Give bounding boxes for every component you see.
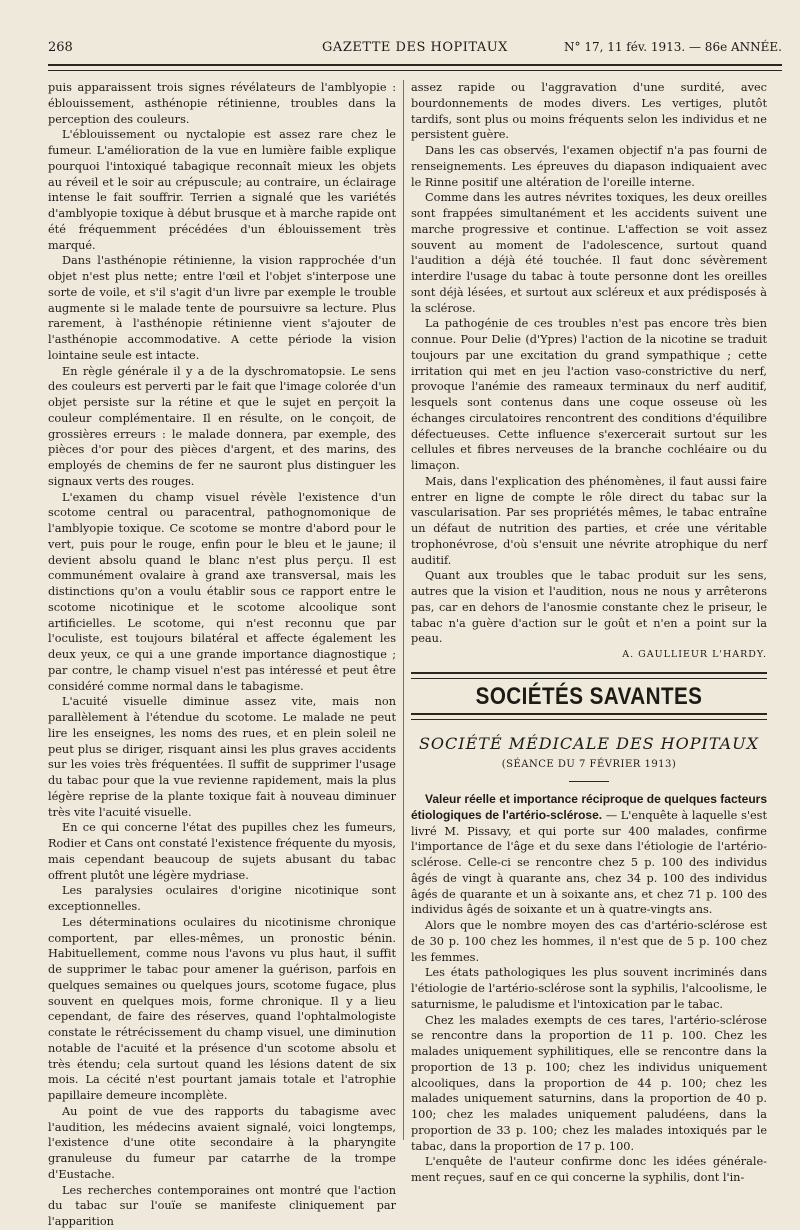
paragraph: La pathogénie de ces troubles n'est pas encore très bien connue. Pour Delie (d'Ypres) l'action de la nicotine se traduit toujours par une excitation du grand sympathique ; cette irritation qui met en jeu l'action vaso-constrictive du nerf, provoque l'anémie des rameaux terminaux du nerf auditif, lesquels sont contenus dans une coque osseuse où les échanges circulatoires rencontrent des conditions d'équilibre défectueuses. Cette influence s'exercerait surtout sur les cellules et fibres nerveuses de la branche cochléaire ou du limaçon.: [411, 317, 767, 472]
page-header: [48, 40, 782, 62]
paragraph: L'enquête de l'auteur confirme donc les idées générale-ment reçues, sauf en ce qui concerne la syphilis, dont l'in-: [411, 1155, 767, 1184]
paragraph: assez rapide ou l'aggravation d'une surdité, avec bourdonnements de modes divers. Les vertiges, plutôt tardifs, sont plus ou moins fréquents selon les individus et ne persistent guère.: [411, 81, 767, 142]
header-rule: [48, 64, 782, 71]
paragraph: Chez les malades exempts de ces tares, l'artério-sclérose se rencontre dans la proportion de 11 p. 100. Chez les malades uniquement syphilitiques, elle se rencontre dans la proportion de 13 p. 100; chez les individus uniquement alcooliques, dans la proportion de 44 p. 100; chez les malades uniquement saturnins, dans la proportion de 40 p. 100; chez les malades uniquement paludéens, dans la proportion de 33 p. 100; chez les malades intoxiqués par le tabac, dans la proportion de 17 p. 100.: [411, 1013, 767, 1153]
section-rule: [411, 672, 767, 679]
left-column: [48, 80, 396, 1230]
paragraph: Alors que le nombre moyen des cas d'artério-sclérose est de 30 p. 100 chez les hommes, il n'est que de 5 p. 100 chez les femmes.: [411, 919, 767, 964]
issue-info: N° 17, 11 fév. 1913. — 86e ANNÉE.: [564, 40, 782, 54]
paragraph: Les déterminations oculaires du nicotinisme chronique comportent, par elles-mêmes, un pronostic bénin. Habituellement, comme nous l'avons vu plus haut, il suffit de supprimer le tabac pour amener la guérison, parfois en quelques semaines ou quelques jours, scotome fugace, plus souvent en quelques mois, forme chronique. Il y a lieu cependant, de faire des réserves, quand l'ophtalmologiste constate le rétrécissement du champ visuel, une diminution notable de l'acuité et la présence d'un scotome absolu et très étendu; cela surtout quand les lésions datent de six mois. La cécité n'est pourtant jamais totale et l'atrophie papillaire demeure incomplète.: [48, 915, 396, 1102]
paragraph: En ce qui concerne l'état des pupilles chez les fumeurs, Rodier et Cans ont constaté l'existence fréquente du myosis, mais cependant beaucoup de sujets abusant du tabac offrent plutôt une légère mydriase.: [48, 821, 396, 882]
short-divider: [569, 781, 609, 782]
column-divider: [403, 80, 404, 1140]
paragraph: Quant aux troubles que le tabac produit sur les sens, autres que la vision et l'audition, nous ne nous y arrêterons pas, car en dehors de l'anosmie constante chez le priseur, le tabac n'a guère d'action sur le goût et n'en a point sur la peau.: [411, 569, 767, 646]
paragraph: Au point de vue des rapports du tabagisme avec l'audition, les médecins avaient signalé, voici longtemps, l'existence d'une otite secondaire à la pharyngite granuleuse du fumeur par catarrhe de la trompe d'Eustache.: [48, 1104, 396, 1181]
page-number: 268: [48, 40, 73, 55]
right-column: [411, 80, 767, 1186]
paragraph: Les recherches contemporaines ont montré que l'action du tabac sur l'ouïe se manifeste cliniquement par l'apparition: [48, 1183, 396, 1228]
society-title: SOCIÉTÉ MÉDICALE DES HOPITAUX: [418, 733, 760, 753]
paragraph: Dans l'asthénopie rétinienne, la vision rapprochée d'un objet n'est plus nette; entre l'œil et l'objet s'interpose une sorte de voile, et s'il s'agit d'un livre par exemple le trouble augmente si le malade tente de poursuivre sa lecture. Plus rarement, à l'asthénopie rétinienne vient s'ajouter de l'asthénopie accommodative. A cette période la vision lointaine seule est intacte.: [48, 254, 396, 362]
article-lead: [411, 792, 767, 918]
paragraph: L'éblouissement ou nyctalopie est assez rare chez le fumeur. L'amélioration de la vue en lumière faible explique pourquoi l'intoxiqué tabagique reconnaît mieux les objets au réveil et le soir au crépuscule; au contraire, un éclairage intense le fait souffrir. Terrien a signalé que les variétés d'amblyopie toxique à début brusque et à marche rapide ont été fréquemment précédées d'un éblouissement très marqué.: [48, 128, 396, 252]
paragraph: Dans les cas observés, l'examen objectif n'a pas fourni de renseignements. Les épreuves du diapason indiquaient avec le Rinne positif une altération de l'oreille interne.: [411, 144, 767, 189]
paragraph: L'examen du champ visuel révèle l'existence d'un scotome central ou paracentral, pathognomonique de l'amblyopie toxique. Ce scotome se montre d'abord pour le vert, puis pour le rouge, enfin pour le bleu et le jaune; il devient absolu quand le blanc n'est plus perçu. Il est communément ovalaire à grand axe transversal, mais les distinctions qu'on a voulu établir sous ce rapport entre le scotome nicotinique et le scotome alcoolique sont artificielles. Le scotome, qui n'est reconnu que par l'oculiste, est toujours bilatéral et affecte également les deux yeux, ce qui a une grande importance diagnostique ; par contre, le champ visuel n'est pas intéressé et peut être considéré comme normal dans le tabagisme.: [48, 490, 396, 693]
section-title: SOCIÉTÉS SAVANTES: [475, 682, 703, 710]
section-rule: [411, 713, 767, 720]
session-date: (SÉANCE DU 7 FÉVRIER 1913): [501, 759, 677, 771]
article-intro: — L'enquête à laquelle s'est livré M. Pissavy, et qui porte sur 400 malades, confirme l'importance de l'âge et du sexe dans l'étiologie de l'artério-sclérose. Celle-ci se rencontre chez 5 p. 100 des individus âgés de vingt à quarante ans, chez 34 p. 100 des individus âgés de quarante et un à soixante ans, et chez 71 p. 100 des individus âgés de soixante et un à quatre-vingts ans.: [411, 808, 767, 917]
article-title: Valeur réelle et importance réciproque de quelques facteurs étiologiques de l'artério-sclérose.: [411, 792, 767, 822]
article-signature: A. GAULLIEUR L'HARDY.: [622, 649, 767, 660]
paragraph: puis apparaissent trois signes révélateurs de l'amblyopie : éblouissement, asthénopie rétinienne, troubles dans la perception des couleurs.: [48, 81, 396, 126]
paragraph: Comme dans les autres névrites toxiques, les deux oreilles sont frappées simultanément et les accidents suivent une marche progressive et continue. L'affection se voit assez souvent au moment de l'adolescence, surtout quand l'audition a déjà été touchée. Il faut donc sévèrement interdire l'usage du tabac à toute personne dont les oreilles sont déjà lésées, et surtout aux scléreux et aux prédisposés à la sclérose.: [411, 191, 767, 315]
paragraph: L'acuité visuelle diminue assez vite, mais non parallèlement à l'étendue du scotome. Le malade ne peut lire les enseignes, les noms des rues, et en plein soleil ne peut plus se diriger, risquant ainsi les plus graves accidents sur les voies très fréquentées. Il suffit de supprimer l'usage du tabac pour que la vue revienne rapidement, mais la plus légère reprise de la plante toxique fait à nouveau diminuer très vite l'acuité visuelle.: [48, 695, 396, 819]
paragraph: Les paralysies oculaires d'origine nicotinique sont exceptionnelles.: [48, 884, 396, 913]
paragraph: Les états pathologiques les plus souvent incriminés dans l'étiologie de l'artério-sclérose sont la syphilis, l'alcoolisme, le saturnisme, le paludisme et l'intoxication par le tabac.: [411, 966, 767, 1011]
journal-title: GAZETTE DES HOPITAUX: [322, 40, 508, 55]
paragraph: En règle générale il y a de la dyschromatopsie. Le sens des couleurs est perverti par le fait que l'image colorée d'un objet persiste sur la rétine et que le sujet en perçoit la couleur complémentaire. Il en résulte, on le conçoit, de grossières erreurs : le malade donnera, par exemple, des pièces d'or pour des pièces d'argent, et des marins, des employés de chemins de fer ne sauront plus distinguer les signaux verts des rouges.: [48, 364, 396, 488]
paragraph: Mais, dans l'explication des phénomènes, il faut aussi faire entrer en ligne de compte le rôle direct du tabac sur la vascularisation. Par ses propriétés mêmes, le tabac entraîne un défaut de nutrition des parties, et crée une véritable trophonévrose, d'où s'ensuit une névrite atrophique du nerf auditif.: [411, 474, 767, 567]
